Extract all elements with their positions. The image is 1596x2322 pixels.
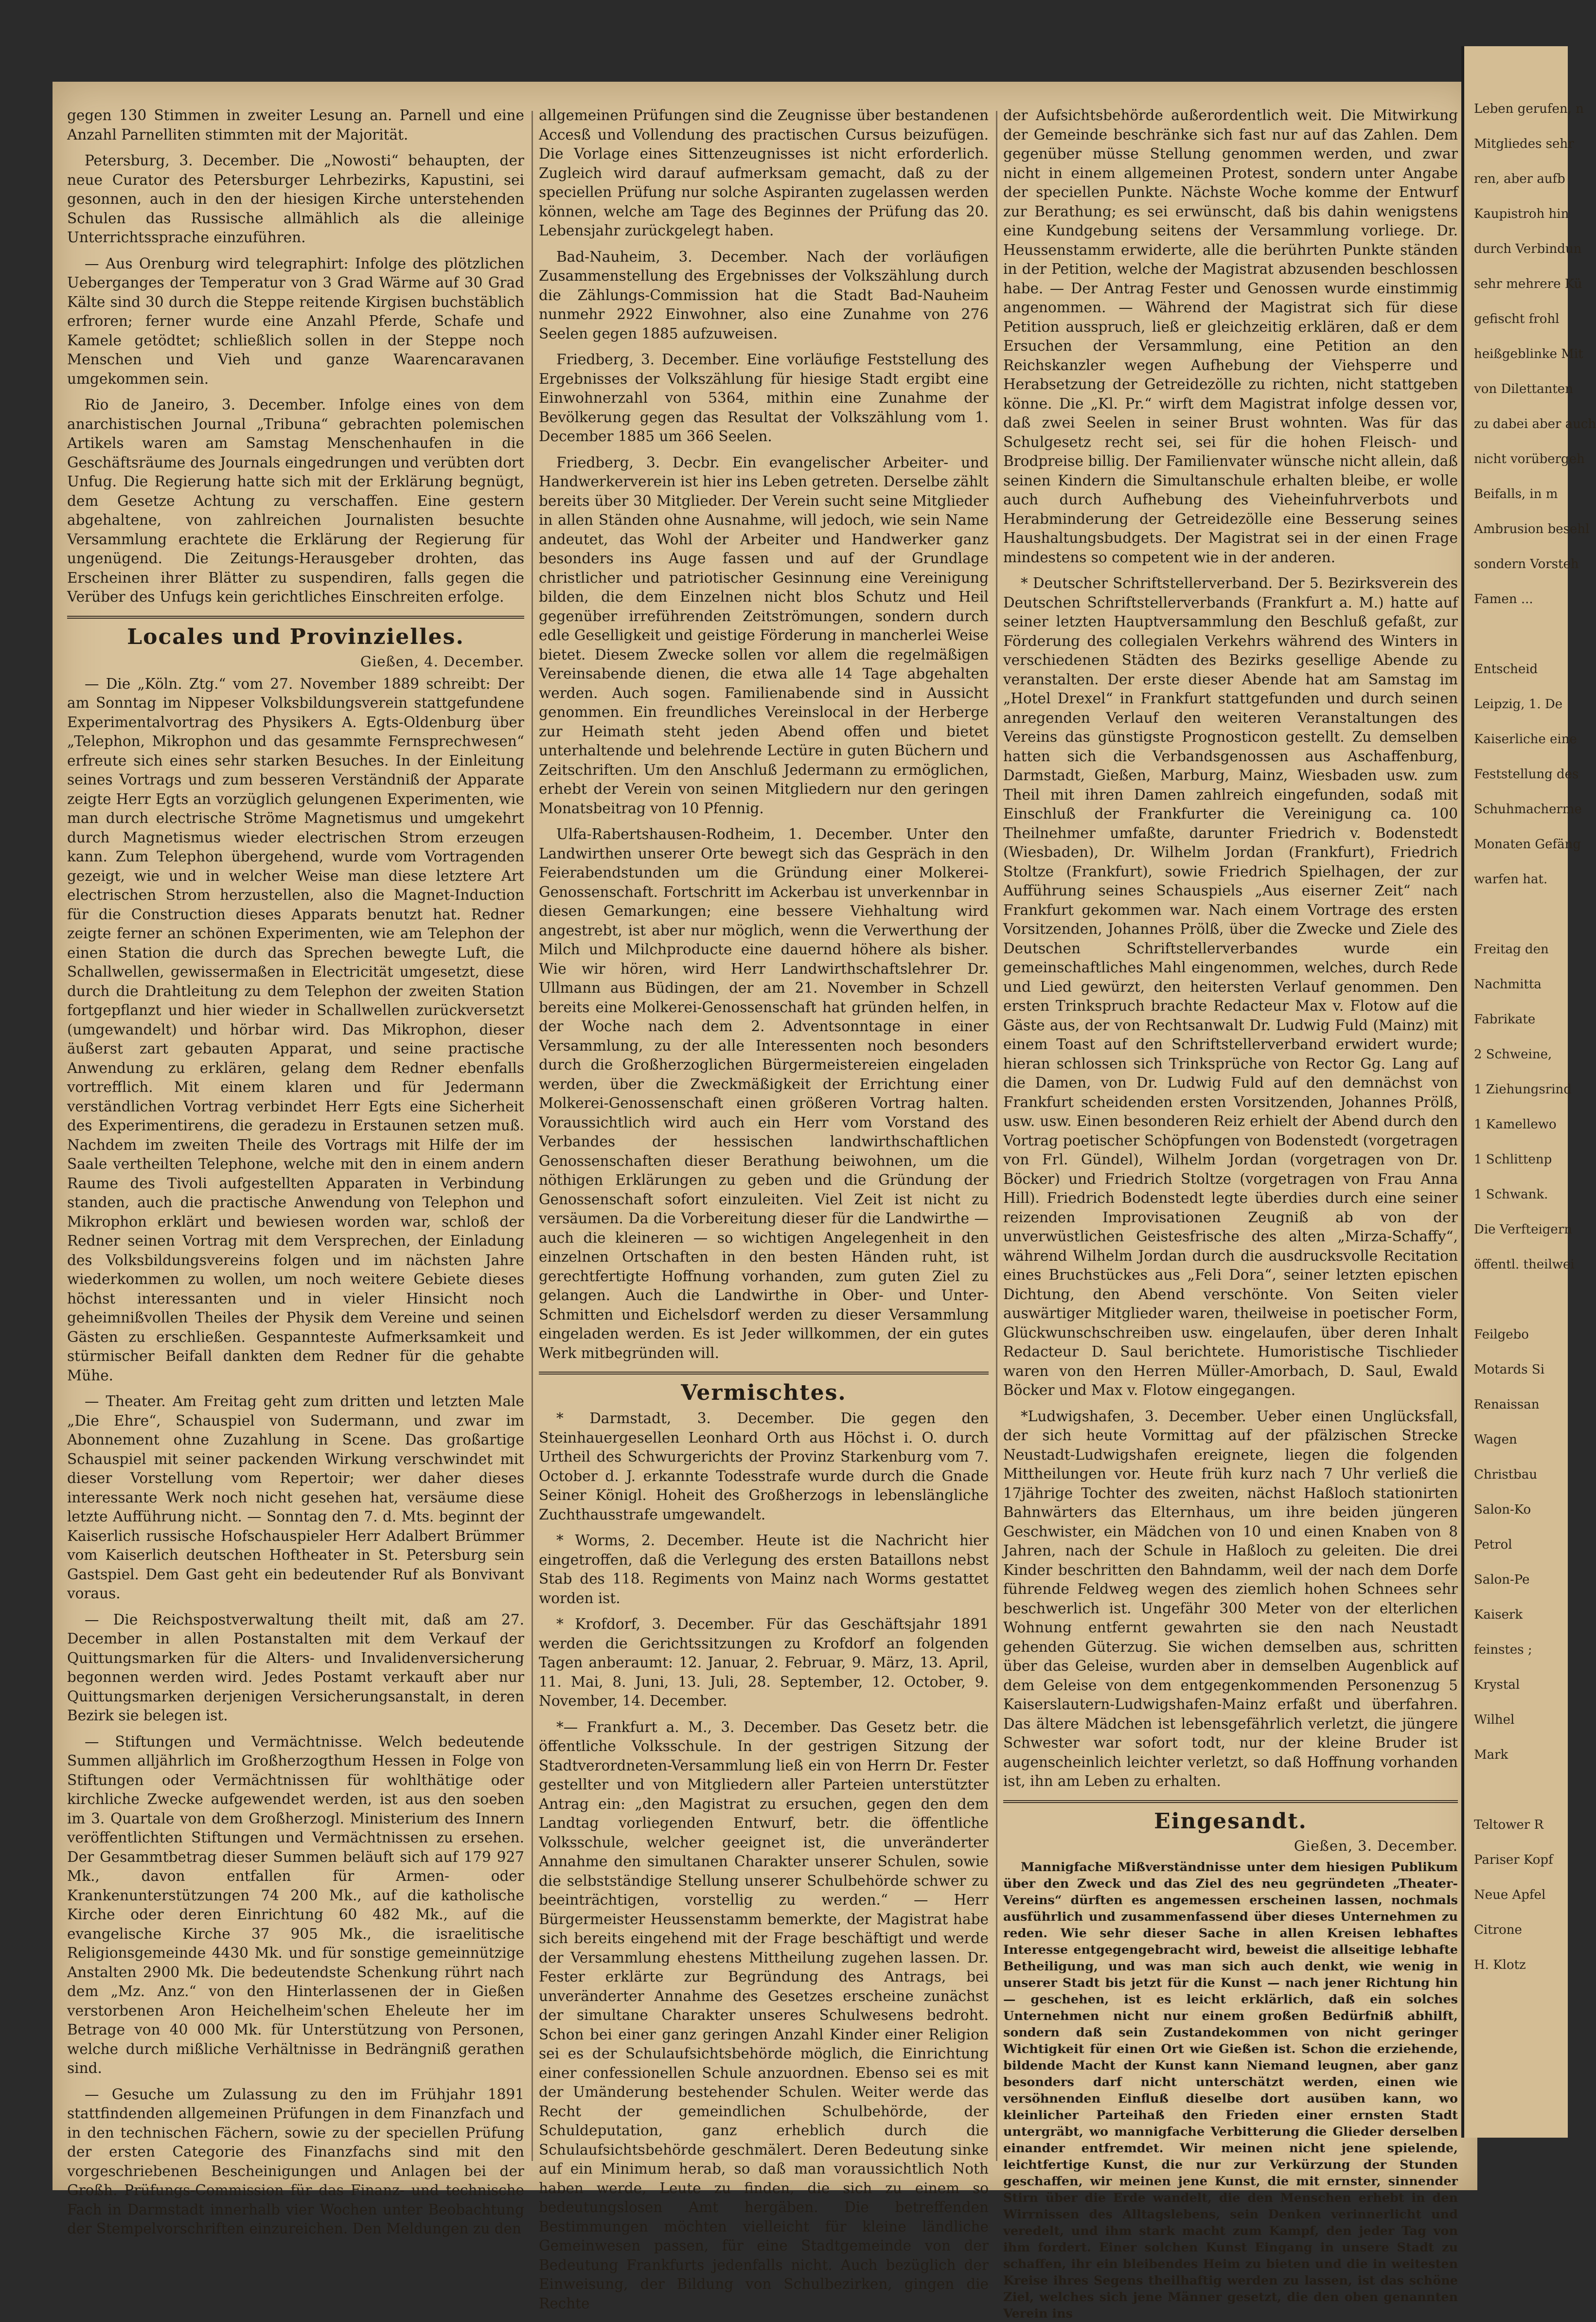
adjacent-page-line: 2 Schweine,: [1474, 1047, 1552, 1062]
article-gesuche: — Gesuche um Zulassung zu den im Frühjahr 1891 stattfindenden allgemeinen Prüfungen in dem Finanzfach und in den technischen Fächern, sowie zu der speciellen Prüfung der ersten Categorie des Finanzfachs sind mit den vorgeschriebenen Bescheinigungen und Anlagen bei der Großh. Prüfungs-Commission für das Finanz- und technische Fach in Darmstadt innerhalb vier Wochen unter Beobachtung der Stempelvorschriften einzureichen. Den Meldungen zu den: [67, 2086, 524, 2237]
adjacent-page-line: sehr mehrere Kü: [1474, 277, 1582, 291]
article-ulfa: Ulfa-Rabertshausen-Rodheim, 1. December. Unter den Landwirthen unserer Orte bewegt sich das Gespräch in den Feierabendstunden um die Gründung einer Molkerei-Genossenschaft. Fortschritt im Ackerbau ist unverkennbar in diesen Gemarkungen; eine bessere Viehhaltung wird angestrebt, ist aber nur möglich, wenn die Verwerthung der Milch und Milchproducte eine dauernd höhere als bisher. Wie wir hören, wird Herr Landwirthschaftslehrer Dr. Ullmann aus Büdingen, der am 21. November in Schzell bereits eine Molkerei-Genossenschaft hat gründen helfen, in der Woche nach dem 2. Adventsonntage in einer Versammlung, zu der alle Interessenten noch besonders durch die Großherzoglichen Bürgermeistereien eingeladen werden, über die Zweckmäßigkeit der Errichtung einer Molkerei-Genossenschaft einen größeren Vortrag halten. Voraussichtlich wird auch ein Herr vom Vorstand des Verbandes der hessischen landwirthschaftlichen Genossenschaften dieser Berathung beiwohnen, um die nöthigen Erklärungen zu geben und die Gründung der Genossenschaft sofort einzuleiten. Viel Zeit ist nicht zu versäumen. Da die Vorbereitung dieser für die Landwirthe — auch die kleineren — so wichtigen Angelegenheit in den einzelnen Ortschaften in den besten Händen ruht, ist gerechtfertigte Hoffnung vorhanden, zum guten Ziel zu gelangen. Auch die Landwirthe in Ober- und Unter-Schmitten und Eichelsdorf werden zu dieser Versammlung eingeladen werden. Es ist Jeder willkommen, der ein gutes Werk mitbegründen will.: [539, 826, 989, 1361]
adjacent-page-line: Leben gerufen, n: [1474, 102, 1584, 116]
adjacent-page-line: 1 Ziehungsrind: [1474, 1082, 1572, 1097]
adjacent-page-line: Renaissan: [1474, 1397, 1540, 1412]
adjacent-page-line: Salon-Pe: [1474, 1572, 1530, 1587]
dateline-giessen: Gießen, 4. December.: [360, 653, 524, 670]
article-rio: Rio de Janeiro, 3. December. Infolge eines von dem anarchistischen Journal „Tribuna“ gebrachten polemischen Artikels waren am Samstag Menschenhaufen in die Geschäftsräume des Journals eingedrungen und verübten dort Unfug. Die Regierung hatte sich mit der Erklärung begnügt, dem Gesetze Achtung zu verschaffen. Eine gestern abgehaltene, von zahlreichen Journalisten besuchte Versammlung erachtete die Erklärung der Regierung für ungenügend. Die Zeitungs-Herausgeber drohten, das Erscheinen ihrer Blätter zu suspendiren, falls gegen die Verüber des Unfugs kein gerichtliches Einschreiten erfolge.: [67, 396, 524, 605]
adjacent-page-line: Beifalls, in m: [1474, 487, 1558, 501]
column-rule-2: [996, 111, 997, 2161]
article-frankfurt: *— Frankfurt a. M., 3. December. Das Gesetz betr. die öffentliche Volksschule. In der gestrigen Sitzung der Stadtverordneten-Versammlung ließ ein von Herrn Dr. Fester gestellter und von Mitgliedern aller Parteien unterstützter Antrag ein: „den Magistrat zu ersuchen, gegen den dem Landtag vorliegenden Entwurf, betr. die öffentliche Volksschule, welcher geeignet ist, die unveränderter Annahme den simultanen Charakter unserer Schulen, sowie die selbstständige Stellung unserer Schulbehörde schwer zu beeinträchtigen, vorstellig zu werden.“ — Herr Bürgermeister Heussenstamm bemerkte, der Magistrat habe sich bereits eingehend mit der Frage beschäftigt und werde der Versammlung ehestens Mittheilung zugehen lassen. Dr. Fester erklärte zur Begründung des Antrags, bei unveränderter Annahme des Gesetzes erscheine zunächst der simultane Charakter unseres Schulwesens bedroht. Schon bei einer ganz geringen Anzahl Kinder einer Religion sei es der Schulaufsichtsbehörde möglich, die Einrichtung einer confessionellen Schule anzuordnen. Ebenso sei es mit der Umänderung bestehender Schulen. Weiter werde das Recht der gemeindlichen Schulbehörde, der Schuldeputation, ganz erheblich durch die Schulaufsichtsbehörde geschmälert. Deren Bedeutung sinke auf ein Minimum herab, so daß man voraussichtlich Noth haben werde, Leute zu finden, die sich zu einem so bedeutungslosen Amt hergäben. Die betreffenden Bestimmungen möchten vielleicht für kleine ländliche Gemeinwesen passen, für eine Stadtgemeinde von der Bedeutung Frankfurts jedenfalls nicht. Auch bezüglich der Einweisung, der Bildung von Schulbezirken, gingen die Rechte: [539, 1718, 989, 2312]
adjacent-page-line: 1 Kamellewo: [1474, 1117, 1557, 1132]
section-title-eingesandt: Eingesandt.: [1154, 1808, 1307, 1834]
article-friedberg-1: Friedberg, 3. December. Eine vorläufige Feststellung des Ergebnisses der Volkszählung für hiesige Stadt ergibt eine Einwohnerzahl von 5364, mithin eine Zunahme der Bevölkerung gegen das Resultat der Volkszählung vom 1. December 1885 um 366 Seelen.: [539, 351, 989, 445]
adjacent-page-line: Neue Apfel: [1474, 1888, 1546, 1902]
article-friedberg-2: Friedberg, 3. Decbr. Ein evangelischer Arbeiter- und Handwerkerverein ist hier ins Leben getreten. Derselbe zählt bereits über 30 Mitglieder. Der Verein sucht seine Mitglieder in allen Ständen ohne Ausnahme, will jedoch, wie sein Name andeutet, das Wohl der Arbeiter und Handwerker ganz besonders ins Auge fassen und auf der Grundlage christlicher und patriotischer Gesinnung eine Vereinigung bilden, die dem Einzelnen nicht blos Schutz und Heil gegenüber irreführenden Zeitströmungen, sondern durch edle Geselligkeit und geistige Förderung in mancherlei Weise bietet. Diesem Zwecke sollen vor allem die regelmäßigen Vereinsabende dienen, die etwa alle 14 Tage abgehalten werden. Auch sogen. Familienabende sind in Aussicht genommen. Ein freundliches Vereinslocal in der Herberge zur Heimath steht jeden Abend offen und bietet unterhaltende und belehrende Lectüre in guten Büchern und Zeitschriften. Um den Anschluß Jedermann zu ermöglichen, erhebt der Verein von seinen Mitgliedern nur den geringen Monatsbeitrag von 10 Pfennig.: [539, 454, 989, 817]
adjacent-page-line: feinstes ;: [1474, 1643, 1532, 1657]
adjacent-page-line: Wagen: [1474, 1432, 1517, 1447]
adjacent-page-line: Fabrikate: [1474, 1012, 1536, 1027]
adjacent-page-line: Die Verfteigern: [1474, 1222, 1572, 1237]
adjacent-page-line: Petrol: [1474, 1537, 1512, 1552]
section-divider: [539, 1372, 989, 1375]
section-title-locales: Locales und Provinzielles.: [127, 624, 464, 649]
adjacent-page-line: zu dabei aber auch: [1474, 417, 1596, 431]
adjacent-page-line: ren, aber aufb: [1474, 172, 1565, 186]
section-title-vermischtes: Vermischtes.: [681, 1380, 847, 1405]
article-worms: * Worms, 2. December. Heute ist die Nachricht hier eingetroffen, daß die Verlegung des ersten Bataillons nebst Stab des 118. Regiments von Mainz nach Worms gestattet worden ist.: [539, 1532, 989, 1607]
article-theater: — Theater. Am Freitag geht zum dritten und letzten Male „Die Ehre“, Schauspiel von Sudermann, und zwar im Abonnement ohne Zuzahlung in Scene. Das großartige Schauspiel mit seiner packenden Wirkung verschwindet mit dieser Vorstellung vom Repertoir; wer daher dieses interessante Werk noch nicht gesehen hat, versäume diese letzte Aufführung nicht. — Sonntag den 7. d. Mts. beginnt der Kaiserlich russische Hofschauspieler Herr Adalbert Brümmer vom Kaiserlich deutschen Hoftheater in St. Petersburg sein Gastspiel. Dem Gast geht ein bedeutender Ruf als Bonvivant voraus.: [67, 1393, 524, 1602]
adjacent-page-line: öffentl. theilwei: [1474, 1257, 1575, 1272]
adjacent-page-line: Krystal: [1474, 1678, 1520, 1692]
eingesandt-block: [1003, 1859, 1458, 2322]
article-ludwigshafen: *Ludwigshafen, 3. December. Ueber einen Unglücksfall, der sich heute Vormittag auf der pfälzischen Strecke Neustadt-Ludwigshafen ereignete, liegen die folgenden Mittheilungen vor. Heute früh kurz nach 7 Uhr verließ die 17jährige Tochter des zweiten, nächst Haßloch stationirten Bahnwärters das Elternhaus, um ihre beiden jüngeren Geschwister, ein Mädchen von 10 und einen Knaben von 8 Jahren, nach der Schule in Haßloch zu geleiten. Die drei Kinder beschritten den Bahndamm, weil der nach dem Dorfe führende Feldweg wegen des ziemlich hohen Schnees sehr beschwerlich ist. Ungefähr 300 Meter von der elterlichen Wohnung entfernt gewahrten sie den nach Neustadt gehenden Güterzug. Sie wichen demselben aus, schritten über das Geleise, wurden aber in demselben Augenblick auf dem Geleise von dem entgegenkommenden Personenzug 5 Kaiserslautern-Ludwigshafen-Mainz erfaßt und überfahren. Das ältere Mädchen ist lebensgefährlich verletzt, die jüngere Schwester war sofort todt, nur der kleine Bruder ist augenscheinlich leichter verletzt, so daß Hoffnung vorhanden ist, ihn am Leben zu erhalten.: [1003, 1408, 1458, 1789]
article-post: — Die Reichspostverwaltung theilt mit, daß am 27. December in allen Postanstalten mit dem Verkauf der Quittungsmarken für die Alters- und Invalidenversicherung begonnen werden wird. Jedes Postamt verkauft aber nur Quittungsmarken derjenigen Versicherungsanstalt, in deren Bezirk sie belegen ist.: [67, 1611, 524, 1724]
adjacent-page-line: Feilgebo: [1474, 1327, 1529, 1342]
adjacent-page-line: Pariser Kopf: [1474, 1853, 1553, 1867]
article-egts: — Die „Köln. Ztg.“ vom 27. November 1889 schreibt: Der am Sonntag im Nippeser Volksbildungsverein stattgefundene Experimentalvortrag des Physikers A. Egts-Oldenburg über „Telephon, Mikrophon und das gesammte Fernsprechwesen“ erfreute sich eines sehr starken Besuches. In der Einleitung seines Vortrags und zum besseren Verständniß der Apparate zeigte Herr Egts an vorzüglich gelungenen Experimenten, wie man durch electrische Ströme Magnetismus und umgekehrt durch Magnetismus wieder electrischen Strom erzeugen kann. Zum Telephon übergehend, wurde vom Vortragenden gezeigt, wie und in welcher Weise man diese letztere Art electrischen Strom herzustellen, also die Magnet-Induction für die Construction dieses Apparats benutzt hat. Redner zeigte ferner an schönen Experimenten, wie am Telephon der einen Station die durch das Sprechen bewegte Luft, die Schallwellen, gewissermaßen in Electricität umgesetzt, diese durch die Drahtleitung zu dem Telephon der zweiten Station fortgepflanzt und hier wieder in Schallwellen zurückversetzt (umgewandelt) und hörbar wird. Das Mikrophon, dieser äußerst zart gebauten Apparat, und seine practische Anwendung zu erklären, gelang dem Redner ebenfalls vortrefflich. Mit einem klaren und für Jedermann verständlichen Vortrag verbindet Herr Egts eine Sicherheit des Experimentirens, die geradezu in Erstaunen setzen muß. Nachdem im zweiten Theile des Vortrags mit Hilfe der im Saale vertheilten Telephone, welche mit den in einem andern Raume des Tivoli aufgestellten Apparaten in Verbindung standen, auch die practische Anwendung von Telephon und Mikrophon erklärt und bewiesen worden war, schloß der Redner seinen Vortrag mit dem Versprechen, der Einladung des Volksbildungsvereins folgen und im nächsten Jahre wiederkommen zu wollen, um noch weitere Gebiete dieses höchst interessanten und in vieler Hinsicht noch geheimnißvollen Theiles der Physik dem Vereine und seinen Gästen zu erschließen. Gespannteste Aufmerksamkeit und stürmischer Beifall dankten dem Redner für die gehabte Mühe.: [67, 675, 524, 1384]
adjacent-page-edge: [1461, 46, 1596, 2138]
adjacent-page-line: Monaten Gefäng: [1474, 837, 1581, 852]
adjacent-page-line: Nachmitta: [1474, 977, 1542, 992]
adjacent-page-line: 1 Schwank.: [1474, 1187, 1548, 1202]
article-petersburg: Petersburg, 3. December. Die „Nowosti“ behaupten, der neue Curator des Petersburger Lehrbezirks, Kapustini, sei gesonnen, auch in den der hiesigen Kirche unterstehenden Schulen das Russische allmählich als die alleinige Unterrichtssprache einzuführen.: [67, 152, 524, 246]
adjacent-page-line: Kaiserk: [1474, 1608, 1523, 1622]
adjacent-page-line: Teltower R: [1474, 1818, 1544, 1832]
adjacent-page-line: gefischt frohl: [1474, 312, 1560, 326]
adjacent-page-line: 1 Schlittenp: [1474, 1152, 1552, 1167]
article-cont-2: allgemeinen Prüfungen sind die Zeugnisse über bestandenen Accesß und Vollendung des practischen Cursus beizufügen. Die Vorlage eines Sittenzeugnisses ist nicht erforderlich. Zugleich wird darauf aufmerksam gemacht, daß zu der speciellen Prüfung nur solche Aspiranten zugelassen werden können, welche am Tage des Beginnes der Prüfung das 20. Lebensjahr zurückgelegt haben.: [539, 107, 989, 239]
adjacent-page-line: Citrone: [1474, 1923, 1522, 1937]
adjacent-page-line: Freitag den: [1474, 942, 1549, 957]
column-2: [539, 106, 989, 2312]
section-divider: [1003, 1800, 1458, 1803]
article-krofdorf: * Krofdorf, 3. December. Für das Geschäftsjahr 1891 werden die Gerichtssitzungen zu Krofdorf an folgenden Tagen anberaumt: 12. Januar, 2. Februar, 9. März, 13. April, 11. Mai, 8. Juni, 13. Juli, 28. September, 12. October, 9. November, 14. December.: [539, 1616, 989, 1709]
column-1: [67, 106, 524, 2237]
article-schriftsteller: * Deutscher Schriftstellerverband. Der 5. Bezirksverein des Deutschen Schriftstellerverbands (Frankfurt a. M.) hatte auf seiner letzten Hauptversammlung den Beschluß gefaßt, zur Förderung des collegialen Verkehrs während des Winters in verschiedenen Städten des Bezirks gesellige Abende zu veranstalten. Der erste dieser Abende hat am Samstag im „Hotel Drexel“ in Frankfurt stattgefunden und durch seinen anregenden Verlauf den weiteren Veranstaltungen des Vereins das günstigste Prognosticon gestellt. Zu demselben hatten sich die Verbandsgenossen aus Aschaffenburg, Darmstadt, Gießen, Marburg, Mainz, Wiesbaden usw. zum Theil mit ihren Damen zahlreich eingefunden, sodaß mit Einschluß der Frankfurter die Vereinigung ca. 100 Theilnehmer umfaßte, darunter Friedrich v. Bodenstedt (Wiesbaden), Dr. Wilhelm Jordan (Frankfurt), Friedrich Stoltze (Frankfurt), sowie Friedrich Spielhagen, der zur Aufführung seines Schauspiels „Aus eiserner Zeit“ nach Frankfurt gekommen war. Nach einem Vortrage des ersten Vorsitzenden, Johannes Prölß, über die Zwecke und Ziele des Deutschen Schriftstellerverbandes wurde ein gemeinschaftliches Mahl eingenommen, welches, durch Rede und Lied gewürzt, den heitersten Verlauf genommen. Den ersten Trinkspruch brachte Redacteur Max v. Flotow auf die Gäste aus, der von Rechtsanwalt Dr. Ludwig Fuld (Mainz) mit einem Toast auf den Schriftstellerverband erwidert wurde; hieran schlossen sich Trinksprüche von Rector Gg. Lang auf die Damen, von Dr. Ludwig Fuld auf den demnächst von Frankfurt scheidenden ersten Vorsitzenden, Johannes Prölß, usw. usw. Einen besonderen Reiz erhielt der Abend durch den Vortrag poetischer Schöpfungen von Bodenstedt (vorgetragen von Frl. Gündel), Wilhelm Jordan (vorgetragen von Dr. Böcker) und Friedrich Stoltze (vorgetragen von Frau Anna Hill). Friedrich Bodenstedt legte überdies durch eine seiner reizenden Improvisationen Zeugniß ab von der unverwüstlichen Geistesfrische des alten „Mirza-Schaffy“, während Wilhelm Jordan durch die ausdrucksvolle Recitation eines Bruchstückes aus „Feli Dora“, seiner letzten epischen Dichtung, den Abend verschönte. Von Seiten vieler auswärtiger Mitglieder waren, theilweise in poetischer Form, Glückwunschschreiben usw. eingelaufen, über deren Inhalt Redacteur D. Saul berichtete. Humoristische Tischlieder waren von den Herren Müller-Amorbach, D. Saul, Ewald Böcker und Max v. Flotow eingegangen.: [1003, 575, 1458, 1398]
article-darmstadt: * Darmstadt, 3. December. Die gegen den Steinhauergesellen Leonhard Orth aus Höchst i. O. durch Urtheil des Schwurgerichts der Provinz Starkenburg vom 7. October d. J. erkannte Todesstrafe wurde durch die Gnade Seiner Königl. Hoheit des Großherzogs in lebenslängliche Zuchthausstrafe umgewandelt.: [539, 1410, 989, 1523]
column-3: [1003, 106, 1458, 2321]
adjacent-page-line: Mark: [1474, 1748, 1508, 1762]
adjacent-page-line: Kaiserliche eine: [1474, 732, 1577, 747]
adjacent-page-line: Ambrusion besehl: [1474, 522, 1590, 536]
section-divider: [67, 616, 524, 619]
article-orenburg: — Aus Orenburg wird telegraphirt: Infolge des plötzlichen Ueberganges der Temperatur von 3 Grad Wärme auf 30 Grad Kälte sind 30 durch die Steppe reitende Kirgisen buchstäblich erfroren; ferner wurde eine Anzahl Pferde, Schafe und Kamele getödtet; schließlich sollen in der Steppe noch Menschen und Vieh und ganze Waarencaravanen umgekommen sein.: [67, 255, 524, 387]
adjacent-page-line: Motards Si: [1474, 1362, 1545, 1377]
adjacent-page-line: durch Verbindun: [1474, 242, 1582, 256]
article-nauheim: Bad-Nauheim, 3. December. Nach der vorläufigen Zusammenstellung des Ergebnisses der Volkszählung durch die Zählungs-Commission hat die Stadt Bad-Nauheim nunmehr 2922 Einwohner, also eine Zunahme von 276 Seelen gegen 1885 aufzuweisen.: [539, 248, 989, 342]
adjacent-page-line: Leipzig, 1. De: [1474, 697, 1563, 712]
adjacent-page-line: von Dilettanten: [1474, 382, 1573, 396]
adjacent-page-line: Schuhmacherme: [1474, 802, 1582, 817]
dateline-eingesandt: Gießen, 3. December.: [1294, 1837, 1458, 1854]
adjacent-page-line: Christbau: [1474, 1467, 1538, 1482]
adjacent-page-line: warfen hat.: [1474, 872, 1548, 887]
article-cont-3: der Aufsichtsbehörde außerordentlich weit. Die Mitwirkung der Gemeinde beschränke sich fast nur auf das Zahlen. Dem gegenüber müsse Stellung genommen werden, und zwar nicht in einem allgemeinen Protest, sondern unter Angabe der speciellen Punkte. Nächste Woche komme der Entwurf zur Berathung; es sei erwünscht, daß bis dahin wenigstens eine Kundgebung seitens der Versammlung vorliege. Dr. Heussenstamm erwiderte, alle die berührten Punkte ständen in der Petition, welche der Magistrat abzusenden beschlossen habe. — Der Antrag Fester und Genossen wurde einstimmig angenommen. — Während der Magistrat sich für diese Petition ausspruch, ließ er gleichzeitig erklären, daß er dem Ersuchen der Versammlung, eine Petition an den Reichskanzler wegen Aufhebung der Viehsperre und Herabsetzung der Getreidezölle zu richten, nicht stattgeben könne. Die „Kl. Pr.“ wirft dem Magistrat infolge dessen vor, daß zwei Seelen in seiner Brust wohnten. Was für das Schulgesetz recht sei, sei für die hohen Fleisch- und Brodpreise billig. Der Familienvater wünsche nicht allein, daß seinen Kindern die Simultanschule erhalten bleibe, er wolle auch durch Aufhebung des Vieheinfuhrverbots und Herabminderung der Getreidezölle eine Besserung seines Haushaltungsbudgets. Der Magistrat sei in der einen Frage mindestens so competent wie in der anderen.: [1003, 107, 1458, 566]
adjacent-page-line: sondern Vorsteh: [1474, 557, 1579, 572]
column-rule-1: [532, 111, 533, 2161]
newspaper-page: [53, 82, 1477, 2321]
adjacent-page-line: Mitgliedes sehr: [1474, 137, 1574, 151]
adjacent-page-line: Kaupistroh hin: [1474, 207, 1569, 221]
article-eingesandt: Mannigfache Mißverständnisse unter dem hiesigen Publikum über den Zweck und das Ziel des neu gegründeten „Theater-Vereins“ dürften es angemessen erscheinen lassen, nochmals ausführlich und zusammenfassend über dieses Unternehmen zu reden. Wie sehr dieser Sache in allen Kreisen lebhaftes Interesse entgegengebracht wird, beweist die allseitige lebhafte Betheiligung, und was man sich auch denkt, wie wenig in unserer Stadt bis jetzt für die Kunst — nach jener Richtung hin — geschehen, ist es leicht erklärlich, daß ein solches Unternehmen nicht nur einem großen Bedürfniß abhilft, sondern daß sein Zustandekommen von nicht geringer Wichtigkeit für einen Ort wie Gießen ist. Schon die erziehende, bildende Macht der Kunst kann Niemand leugnen, aber ganz besonders darf nicht unterschätzt werden, einen wie versöhnenden Einfluß dieselbe dort ausüben kann, wo kleinlicher Parteihaß den Frieden einer ernsten Stadt untergräbt, wo mannigfache Verbitterung die Glieder derselben einander entfremdet. Wir meinen nicht jene spielende, leichtfertige Kunst, die nur zur Verkürzung der Stunden geschaffen, wir meinen jene Kunst, die mit ernster, sinnender Stirn über die Erde wandelt, die den Menschen erhebt in den Wirrnissen des Alltagslebens, sein Denken verinnerlicht und veredelt, und ihm stark macht zum Kampf, den jeder Tag von ihm fordert. Einer solchen Kunst Eingang in unsere Stadt zu schaffen, ihr ein bleibendes Heim zu bieten und die in weitesten Kreise ihres Segens theilhaftig werden zu lassen, ist das schöne Ziel, welches sich jene Männer gesetzt, die den oben genannten Verein ins: [1003, 1859, 1458, 2321]
adjacent-page-line: Feststellung des: [1474, 767, 1579, 782]
adjacent-page-line: Entscheid: [1474, 662, 1538, 677]
adjacent-page-line: nicht vorübergeh: [1474, 452, 1585, 466]
adjacent-page-line: H. Klotz: [1474, 1958, 1526, 1972]
adjacent-page-line: Salon-Ko: [1474, 1502, 1531, 1517]
article-stiftungen: — Stiftungen und Vermächtnisse. Welch bedeutende Summen alljährlich im Großherzogthum Hessen in Folge von Stiftungen oder Vermächtnissen für wohlthätige oder kirchliche Zwecke aufgewendet werden, ist aus den soeben im 3. Quartale von dem Großherzogl. Ministerium des Innern veröffentlichten Stiftungen und Vermächtnissen zu ersehen. Der Gesammtbetrag dieser Summen beläuft sich auf 179 927 Mk., davon entfallen für Armen- oder Krankenunterstützungen 74 200 Mk., auf die katholische Kirche oder deren Einrichtung 60 482 Mk., auf die evangelische Kirche 37 905 Mk., die israelitische Religionsgemeinde 4430 Mk. und für sonstige gemeinnützige Anstalten 2900 Mk. Die bedeutendste Schenkung rührt nach dem „Mz. Anz.“ von den Hinterlassenen der in Gießen verstorbenen Aron Heichelheim'schen Eheleute her im Betrage von 40 000 Mk. für Unterstützung von Personen, welche durch mißliche Verhältnisse in Bedrängniß gerathen sind.: [67, 1733, 524, 2076]
adjacent-page-line: Wilhel: [1474, 1713, 1515, 1727]
adjacent-page-line: Famen ...: [1474, 592, 1533, 607]
adjacent-page-line: heißgeblinke Mit: [1474, 347, 1583, 361]
article-intro: gegen 130 Stimmen in zweiter Lesung an. Parnell und eine Anzahl Parnelliten stimmten mit der Majorität.: [67, 107, 524, 143]
